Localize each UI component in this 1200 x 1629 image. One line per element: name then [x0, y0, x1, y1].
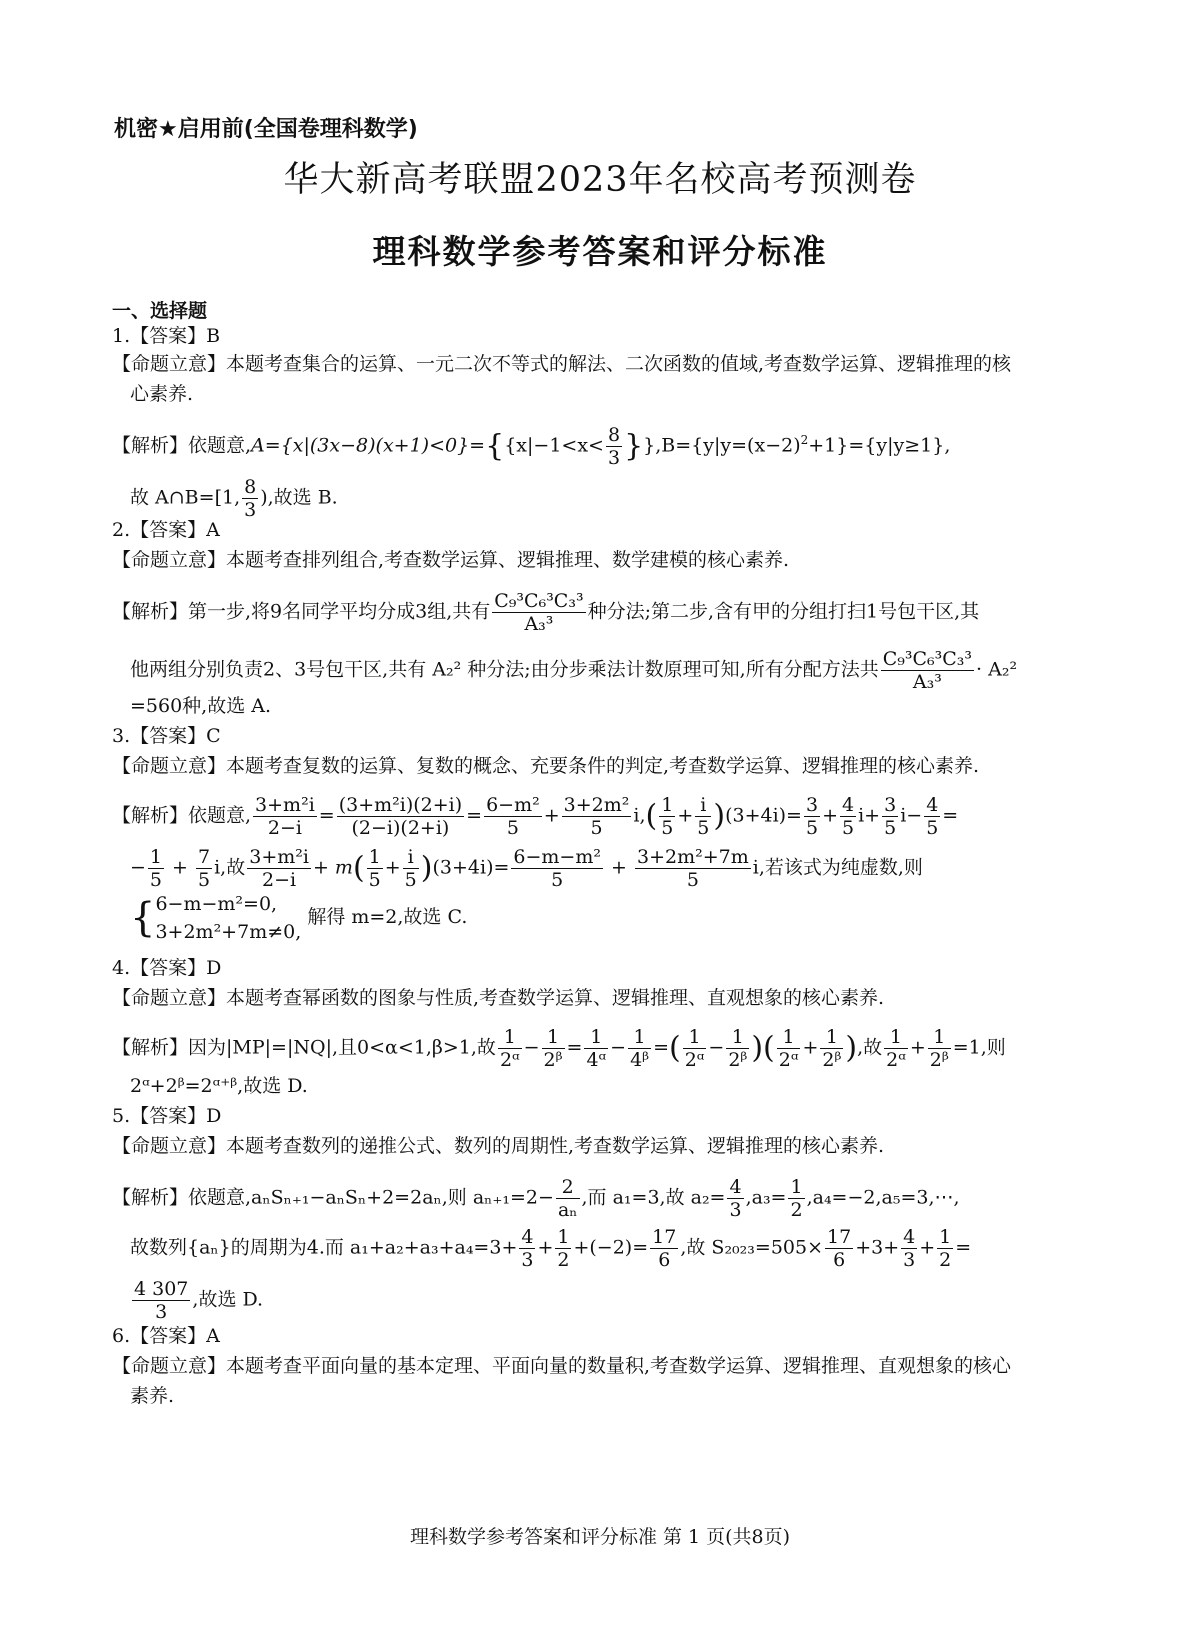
q3-q1 [367, 846, 383, 891]
q3-f3 [484, 794, 542, 839]
q4-b2 [726, 1026, 749, 1071]
q5-l2-f3 [650, 1226, 678, 1271]
q4-b1-den: 2ᵅ [684, 1049, 705, 1071]
q3-t2 [635, 846, 751, 891]
q5-a2-num: 4 [729, 1176, 742, 1198]
q5-l2-c: ,故 S₂₀₂₃=505× [680, 1236, 824, 1259]
q5-sol-b: ,而 a₁=3,故 a₂= [581, 1186, 726, 1209]
q4-sol-c: =1,则 [952, 1036, 1006, 1059]
q1-sol-a: A={x|(3x−8)(x+1)<0}= [251, 434, 486, 457]
q4-a1 [498, 1026, 522, 1071]
q3-l2-d: i,若该式为纯虚数,则 [752, 856, 923, 879]
q2-line2-a: 他两组分别负责2、3号包干区,共有 A₂² 种分法;由分步乘法计数原理可知,所有分配方法共 [130, 658, 879, 681]
q5-l3-tail: ,故选 D. [192, 1288, 264, 1311]
q5-sol-c: ,a₃= [745, 1186, 787, 1209]
q4-b1-num: 1 [683, 1026, 707, 1049]
q4-b2-den: 2ᵝ [728, 1049, 748, 1071]
q4-eq1: = [566, 1036, 583, 1059]
q5-l2-d: +3+ [855, 1236, 900, 1259]
q5-solution-line3 [130, 1278, 263, 1323]
q4-a3-num: 1 [584, 1026, 608, 1049]
q3-q2 [403, 846, 419, 891]
q2-frac2-num: C₉³C₆³C₃³ [882, 648, 973, 670]
q1-frac2-num: 8 [244, 476, 257, 498]
q3-r4 [924, 794, 940, 839]
q1-intent-line2: 心素养. [130, 383, 194, 405]
document-subtitle: 理科数学参考答案和评分标准 [372, 232, 828, 271]
q2-sol-a: 【解析】第一步,将9名同学平均分成3组,共有 [112, 600, 491, 623]
q4-a3-den: 4ᵅ [586, 1049, 607, 1071]
q3-g1 [247, 846, 311, 891]
q2-answer: 2.【答案】A [112, 519, 220, 541]
q5-l2-f6-den: 2 [939, 1249, 952, 1271]
q4-answer: 4.【答案】D [112, 957, 222, 979]
q3-r3-den: 5 [884, 817, 897, 839]
q5-answer: 5.【答案】D [112, 1105, 222, 1127]
q4-b1 [683, 1026, 707, 1071]
q5-l2-f6 [937, 1226, 953, 1271]
q3-r1-num: 3 [805, 794, 819, 816]
q1-solution-line1: 【解析】依题意,A={x|(3x−8)(x+1)<0}={{x|−1<x< $\frac{8}{3}$ }}$,B=\{y|y=(x-2)^2+1\}=\{y|y\ge 1\}$, [112, 424, 951, 469]
q4-intent: 【命题立意】本题考查幂函数的图象与性质,考查数学运算、逻辑推理、直观想象的核心素养. [112, 987, 885, 1009]
q5-solution-line1 [112, 1176, 960, 1221]
q3-l2-b: i,故 [214, 856, 246, 879]
q4-a2-den: 2ᵝ [543, 1049, 563, 1071]
q1-sol-lead: 【解析】依题意, [112, 434, 252, 457]
q4-a4 [628, 1026, 651, 1071]
q3-f1-den: 2−i [267, 817, 302, 839]
q4-a2 [542, 1026, 565, 1071]
q1-intent-line1: 【命题立意】本题考查集合的运算、一元二次不等式的解法、二次函数的值域,考查数学运算、逻辑推理的核 [112, 353, 1012, 375]
q5-l2-e: = [955, 1236, 972, 1259]
q5-l2-f3-den: 6 [658, 1249, 671, 1271]
q5-l2-f5 [901, 1226, 917, 1271]
q3-l2-c: (3+4i)= [432, 856, 510, 879]
q5-a2-den: 3 [729, 1199, 742, 1221]
q4-b3-num: 1 [777, 1026, 801, 1049]
q3-solution-line2: − $\frac{1}{5}$ + $\frac{7}{5}$ i,故 $\frac{\text{3+m²i}}{2-i}$ + m( $\frac{1}{5}$ + $\frac{i}{5}$ )(3+4i)= $\frac{\text{6−m−m²}}{5}$ + $\frac{\text{3+2m²+7m}}{5}$ i,若该式为纯虚数,则 [130, 846, 923, 891]
q3-answer: 3.【答案】C [112, 725, 221, 747]
q4-b3 [777, 1026, 801, 1071]
q3-g1-den: 2−i [262, 869, 297, 891]
q4-sol-b: ,故 [857, 1036, 883, 1059]
q5-a3 [788, 1176, 804, 1221]
section-heading: 一、选择题 [112, 300, 208, 322]
q5-l2-f2-den: 2 [557, 1249, 570, 1271]
q1-sol-b: },B={y|y=(x−2) [643, 434, 801, 457]
q3-f2 [337, 794, 464, 839]
q5-a3-num: 1 [790, 1176, 803, 1198]
q6-intent-line2: 素养. [130, 1385, 175, 1407]
q2-frac-num: C₉³C₆³C₃³ [494, 590, 584, 612]
q4-b4 [820, 1026, 843, 1071]
q3-t1-den: 5 [551, 869, 564, 891]
q4-m3: − [708, 1036, 725, 1059]
q3-p1-den: 5 [661, 817, 674, 839]
q4-a4-num: 1 [628, 1026, 651, 1049]
q3-p1-num: 1 [661, 794, 674, 816]
q4-c2 [928, 1026, 951, 1071]
q5-l2-f5-num: 4 [903, 1226, 916, 1248]
q1-square: 2 [800, 433, 809, 448]
q3-sys1: 6−m−m²=0, [155, 893, 278, 915]
q4-b2-num: 1 [726, 1026, 749, 1049]
q4-m1: − [523, 1036, 540, 1059]
q5-plus1: + [537, 1236, 554, 1259]
q5-plus2: + [919, 1236, 936, 1259]
q3-f4 [562, 794, 632, 839]
q3-system-lines [155, 890, 301, 946]
q2-solution-line1 [112, 590, 979, 635]
q3-s2-num: 7 [198, 846, 211, 868]
q3-mult: (3+4i)= [725, 804, 802, 827]
q5-l3-num: 4 307 [134, 1278, 189, 1300]
q4-p1: + [802, 1036, 819, 1059]
q3-t2-num: 3+2m²+7m [636, 846, 749, 868]
q5-sol-a: 【解析】依题意,aₙSₙ₊₁−aₙSₙ+2=2aₙ,则 aₙ₊₁=2− [112, 1186, 554, 1209]
q3-t1-num: 6−m−m² [513, 846, 601, 868]
q2-solution-line3: =560种,故选 A. [130, 695, 272, 717]
q3-p1 [659, 794, 675, 839]
q4-a2-num: 1 [542, 1026, 565, 1049]
q3-r3-num: 3 [884, 794, 897, 816]
q1-frac-den: 3 [607, 447, 621, 469]
confidential-label: 机密★启用前(全国卷理科数学) [114, 117, 418, 142]
q3-r2 [840, 794, 856, 839]
q5-l2-f1-num: 4 [521, 1226, 534, 1248]
q5-l2-f4-num: 17 [827, 1226, 852, 1248]
q1-answer: 1.【答案】B [112, 325, 221, 347]
q4-c2-den: 2ᵝ [929, 1049, 949, 1071]
q4-b4-num: 1 [820, 1026, 843, 1049]
q1-frac-num: 8 [607, 424, 621, 446]
q3-q2-den: 5 [404, 869, 417, 891]
q5-l2-b: +(−2)= [573, 1236, 649, 1259]
q3-q2-num: i [403, 846, 419, 869]
q2-line2-b: · A₂² [976, 658, 1018, 681]
q2-solution-line2 [130, 648, 1017, 693]
q3-r4-den: 5 [926, 817, 939, 839]
q5-intent: 【命题立意】本题考查数列的递推公式、数列的周期性,考查数学运算、逻辑推理的核心素养. [112, 1135, 885, 1157]
q3-s1-num: 1 [149, 846, 163, 868]
q5-f-num: 2 [556, 1176, 580, 1199]
q4-a1-num: 1 [498, 1026, 522, 1049]
q3-f1-num: 3+m²i [255, 794, 315, 816]
q3-i-mid: i, [633, 804, 646, 827]
q3-s2 [196, 846, 212, 891]
q3-f4-num: 3+2m² [563, 794, 630, 816]
q3-r3 [882, 794, 898, 839]
q6-answer: 6.【答案】A [112, 1325, 220, 1347]
q1-sol-c: +1}={y|y≥1}, [808, 434, 951, 457]
q4-sol-a: 【解析】因为|MP|=|NQ|,且0<α<1,β>1,故 [112, 1036, 496, 1059]
q4-c1-num: 1 [884, 1026, 908, 1049]
q4-c1 [884, 1026, 908, 1071]
q3-l2-a: − [130, 856, 146, 879]
q3-f2-den: (2−i)(2+i) [351, 817, 450, 839]
q3-q1-den: 5 [368, 869, 381, 891]
q5-l2-f1-den: 3 [521, 1249, 534, 1271]
q1-frac2 [242, 476, 258, 521]
q3-m-mid: + m [312, 856, 353, 879]
q1-frac [606, 424, 622, 469]
q2-frac [492, 590, 585, 635]
q3-f3-num: 6−m² [486, 794, 540, 816]
q3-f3-den: 5 [506, 817, 519, 839]
q3-g1-num: 3+m²i [249, 846, 309, 868]
q4-m2: − [610, 1036, 627, 1059]
q2-frac2 [881, 648, 974, 693]
q3-brace: { [130, 895, 156, 941]
q5-l2-a: 故数列{aₙ}的周期为4.而 a₁+a₂+a₃+a₄=3+ [130, 1236, 518, 1259]
q4-a1-den: 2ᵅ [499, 1049, 520, 1071]
q1-line2-a: 故 A∩B=[1, [130, 486, 241, 509]
q3-p2-den: 5 [697, 817, 710, 839]
q3-r1 [804, 794, 820, 839]
q3-t2-den: 5 [686, 869, 699, 891]
q3-intent: 【命题立意】本题考查复数的运算、复数的概念、充要条件的判定,考查数学运算、逻辑推理的核心素养. [112, 755, 980, 777]
exam-title: 华大新高考联盟2023年名校高考预测卷 [283, 160, 917, 200]
q5-l2-f1 [519, 1226, 535, 1271]
q5-a3-den: 2 [790, 1199, 803, 1221]
q3-eq2: = [466, 804, 483, 827]
q3-r1-den: 5 [805, 817, 819, 839]
q3-f1 [253, 794, 317, 839]
q3-f2-num: (3+m²i)(2+i) [338, 794, 463, 816]
q5-f [556, 1176, 580, 1221]
q5-l3-den: 3 [155, 1301, 168, 1323]
q3-solution-system [130, 890, 467, 946]
q2-frac-den: A₃³ [524, 613, 554, 635]
q4-p2: + [909, 1036, 926, 1059]
q6-intent-line1: 【命题立意】本题考查平面向量的基本定理、平面向量的数量积,考查数学运算、逻辑推理、直观想象的核心 [112, 1355, 1012, 1377]
q5-f-den: aₙ [557, 1199, 578, 1221]
q4-c1-den: 2ᵅ [886, 1049, 906, 1071]
q3-t1 [511, 846, 603, 891]
q5-l2-f3-num: 17 [652, 1226, 677, 1248]
q3-plus1: + [543, 804, 560, 827]
q5-l2-f2-num: 1 [557, 1226, 570, 1248]
q3-solution-line1: 【解析】依题意, $\frac{\text{3+m²i}}{2-i}$ = $\frac{\text{(3+m²i)(2+i)}}{(2-i)(2+i)}$ = $\frac{\text{6−m²}}{5}$ + $\frac{\text{3+2m²}}{5}$ i,( $\frac{1}{5}$ + $\frac{i}{5}$ )(3+4i)= $\frac{3}{5}$ + $\frac{4}{5}$ i+ $\frac{3}{5}$ i− $\frac{4}{5}$ = [112, 794, 959, 839]
q3-f4-den: 5 [590, 817, 603, 839]
q3-plus2: + [677, 804, 694, 827]
q3-s1-den: 5 [149, 869, 163, 891]
q3-p2-num: i [695, 794, 711, 817]
q5-solution-line2 [130, 1226, 971, 1271]
q4-a3 [584, 1026, 608, 1071]
q3-s2-den: 5 [198, 869, 211, 891]
q1-frac2-den: 3 [244, 499, 257, 521]
q4-solution-line1: 【解析】因为|MP|=|NQ|,且0<α<1,β>1,故 $\frac{1}{\text{2ᵅ}}$ − $\frac{1}{\text{2ᵝ}}$ = $\frac{1}{\text{4ᵅ}}$ − $\frac{1}{\text{4ᵝ}}$ =( $\frac{1}{\text{2ᵅ}}$ − $\frac{1}{\text{2ᵝ}}$ )( $\frac{1}{\text{2ᵅ}}$ + $\frac{1}{\text{2ᵝ}}$ ),故 $\frac{1}{\text{2ᵅ}}$ + $\frac{1}{\text{2ᵝ}}$ =1,则 [112, 1026, 1006, 1071]
q1-line2-b: ),故选 B. [260, 486, 338, 509]
q5-l2-f4 [825, 1226, 853, 1271]
q4-b3-den: 2ᵅ [778, 1049, 799, 1071]
q3-sys2: 3+2m²+7m≠0, [155, 921, 302, 943]
q4-eq2: = [653, 1036, 669, 1059]
q2-intent: 【命题立意】本题考查排列组合,考查数学运算、逻辑推理、数学建模的核心素养. [112, 549, 790, 571]
q3-eq1: = [318, 804, 335, 827]
q3-r2-num: 4 [842, 794, 855, 816]
q3-r4-num: 4 [926, 794, 939, 816]
q5-l2-f2 [555, 1226, 571, 1271]
q3-q1-num: 1 [368, 846, 381, 868]
q1-solution-line2 [130, 476, 338, 521]
q3-sol-lead: 【解析】依题意, [112, 804, 252, 827]
q2-frac2-den: A₃³ [912, 671, 942, 693]
q5-l2-f4-den: 6 [833, 1249, 846, 1271]
q4-b4-den: 2ᵝ [822, 1049, 842, 1071]
q3-sys-tail: 解得 m=2,故选 C. [307, 906, 468, 928]
q5-sol-d: ,a₄=−2,a₅=3,⋯, [806, 1186, 960, 1209]
q4-solution-line2: 2ᵅ+2ᵝ=2ᵅ⁺ᵝ,故选 D. [130, 1075, 308, 1097]
q3-s1 [148, 846, 164, 891]
q4-a4-den: 4ᵝ [630, 1049, 650, 1071]
q3-r2-den: 5 [842, 817, 855, 839]
q5-l2-f6-num: 1 [939, 1226, 952, 1248]
q5-a2 [727, 1176, 743, 1221]
q4-c2-num: 1 [928, 1026, 951, 1049]
q1-sol-set: {x|−1<x< [504, 434, 604, 457]
q2-sol-b: 种分法;第二步,含有甲的分组打扫1号包干区,其 [587, 600, 980, 623]
q3-p2 [695, 794, 711, 839]
q5-l2-f5-den: 3 [903, 1249, 916, 1271]
page-footer: 理科数学参考答案和评分标准 第 1 页(共8页) [409, 1526, 791, 1548]
q5-l3-f [132, 1278, 190, 1323]
